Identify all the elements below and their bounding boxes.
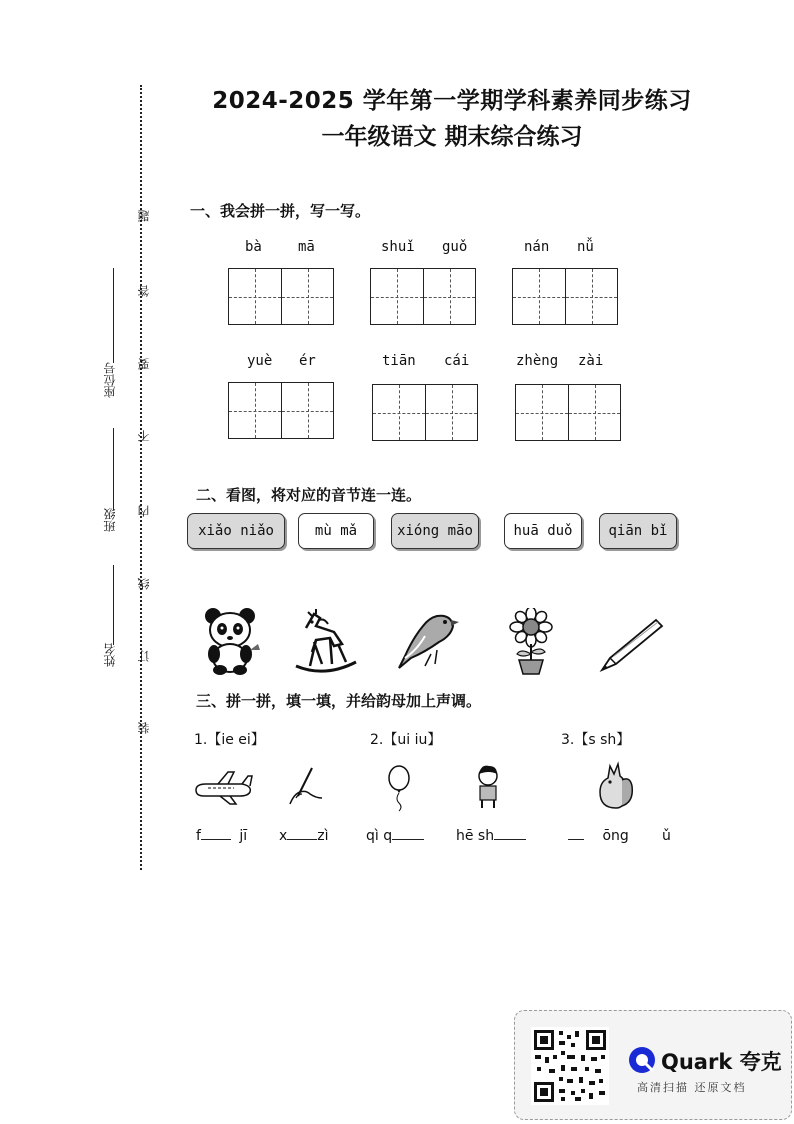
fill-text: ōng [602, 828, 629, 844]
writing-grid[interactable] [370, 268, 476, 325]
writing-hand-icon [284, 766, 324, 808]
pinyin: mā [298, 239, 315, 255]
balloon-icon [386, 764, 412, 812]
fill-text: hē sh [456, 828, 495, 844]
section2-heading: 二、看图，将对应的音节连一连。 [196, 486, 422, 504]
fill-row [456, 828, 526, 844]
panda-icon[interactable] [200, 606, 262, 676]
pinyin: nán [524, 239, 550, 255]
notice-char: 不 [137, 430, 151, 442]
flower-icon[interactable] [503, 608, 559, 676]
rocking-horse-icon[interactable] [290, 608, 360, 674]
page-title: 2024-2025 学年第一学期学科素养同步练习 [212, 88, 692, 114]
group-label: 1.【ie ei】 [194, 732, 265, 748]
pinyin: yuè [247, 353, 273, 369]
notice-char: 内 [137, 505, 151, 517]
pinyin: zài [578, 353, 604, 369]
writing-grid[interactable] [512, 268, 618, 325]
group-label: 2.【ui iu】 [370, 732, 442, 748]
pinyin: cái [444, 353, 470, 369]
answer-blank[interactable] [392, 839, 424, 840]
section3-heading: 三、拼一拼，填一填，并给韵母加上声调。 [196, 692, 482, 710]
pinyin: shuǐ [381, 239, 415, 255]
writing-grid[interactable] [372, 384, 478, 441]
notice-char: 线 [137, 578, 151, 590]
fill-text: jī [239, 828, 248, 844]
name-blank [113, 565, 114, 645]
fill-row [366, 828, 424, 844]
writing-grid[interactable] [515, 384, 621, 441]
pinyin: tiān [382, 353, 416, 369]
pinyin: guǒ [442, 239, 468, 255]
section1-heading: 一、我会拼一拼，写一写。 [190, 202, 371, 220]
group-label: 3.【s sh】 [561, 732, 631, 748]
notice-char: 要 [137, 358, 151, 370]
syllable-card[interactable]: huā duǒ [504, 513, 582, 549]
syllable-card[interactable]: xiǎo niǎo [187, 513, 285, 549]
answer-blank[interactable] [568, 839, 584, 840]
syllable-card[interactable]: qiān bǐ [599, 513, 677, 549]
quark-logo-icon [627, 1045, 657, 1075]
writing-grid[interactable] [228, 268, 334, 325]
fill-text: zì [317, 828, 329, 844]
airplane-icon [192, 770, 254, 806]
notice-char: 装 [137, 722, 151, 734]
fill-text: qì q [366, 828, 393, 844]
notice-char: 题 [137, 210, 151, 222]
fill-text: ǔ [662, 828, 671, 844]
binding-dotted-line [140, 85, 142, 870]
pinyin: bà [245, 239, 262, 255]
quark-tagline: 高清扫描 还原文档 [637, 1081, 747, 1094]
qr-code-icon [531, 1027, 609, 1105]
seat-label: 座位号 [103, 362, 117, 398]
page-subtitle: 一年级语文 期末综合练习 [321, 124, 583, 150]
quark-watermark [514, 1010, 792, 1120]
syllable-card[interactable]: xióng māo [391, 513, 479, 549]
answer-blank[interactable] [201, 839, 231, 840]
name-label: 姓名 [103, 643, 117, 667]
notice-char: 答 [137, 285, 151, 297]
boy-icon [470, 764, 506, 810]
fill-row [279, 828, 329, 844]
fill-row [196, 828, 247, 844]
writing-grid[interactable] [228, 382, 334, 439]
fill-text: f [196, 828, 201, 844]
squirrel-icon [594, 758, 634, 812]
notice-char: 订 [137, 650, 151, 662]
fill-row [568, 828, 629, 844]
pencil-icon[interactable] [596, 614, 666, 676]
answer-blank[interactable] [287, 839, 317, 840]
syllable-card[interactable]: mù mǎ [298, 513, 374, 549]
class-label: 班级 [103, 508, 117, 532]
answer-blank[interactable] [494, 839, 526, 840]
pinyin: zhèng [516, 353, 559, 369]
class-blank [113, 428, 114, 510]
fill-text: x [279, 828, 288, 844]
quark-brand: Quark 夸克 [661, 1050, 782, 1074]
pinyin: ér [299, 353, 316, 369]
seat-blank [113, 268, 114, 363]
pinyin: nǚ [577, 239, 594, 255]
bird-icon[interactable] [385, 610, 465, 672]
